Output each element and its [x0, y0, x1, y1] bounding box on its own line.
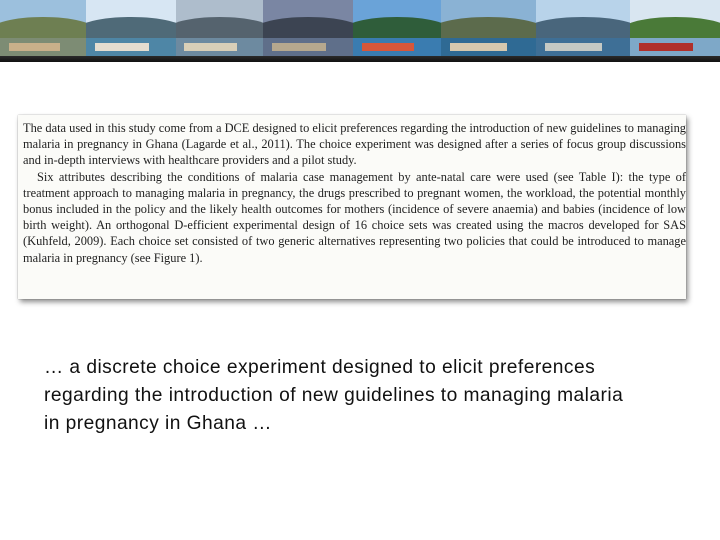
hilltop-village-photo [0, 0, 86, 58]
lake-promenade-photo [176, 0, 264, 58]
lake-mountain-photo [536, 0, 631, 58]
aerial-city-photo [441, 0, 536, 58]
paper-excerpt [18, 115, 686, 299]
excerpt-paragraph: Six attributes describing the conditions of malaria case management by ante-natal care were used (see Table I): the type of treatment approach to managing malaria in pregnancy, the drugs prescribed to pregnant women, the workload, the potential monthly bonus included in the policy and the likely health outcomes for mothers (incidence of severe anaemia) and babies (incidence of low birth weight). An orthogonal D-efficient experimental design of 16 choice sets was created using the macros developed for SAS (Kuhfeld, 2009). Each choice set consisted of two generic alternatives representing two policies that could be introduced to manage malaria in pregnancy (see Figure 1). [23, 169, 686, 265]
banner-divider [0, 56, 720, 62]
slide-caption: … a discrete choice experiment designed to elicit preferences regarding the introduction of new guidelines to managing malaria in pregnancy in Ghana … [44, 357, 624, 434]
lakeside-town-photo [86, 0, 176, 58]
harbor-dusk-photo [263, 0, 353, 58]
palm-lake-photo [353, 0, 441, 58]
palm-shore-photo [630, 0, 720, 58]
excerpt-paragraph: The data used in this study come from a DCE designed to elicit preferences regarding the introduction of new guidelines to managing malaria in pregnancy in Ghana (Lagarde et al., 2011). The choice experiment was designed after a series of focus group discussions and in-depth interviews with healthcare providers and a pilot study. [23, 121, 686, 168]
photo-banner [0, 0, 720, 58]
